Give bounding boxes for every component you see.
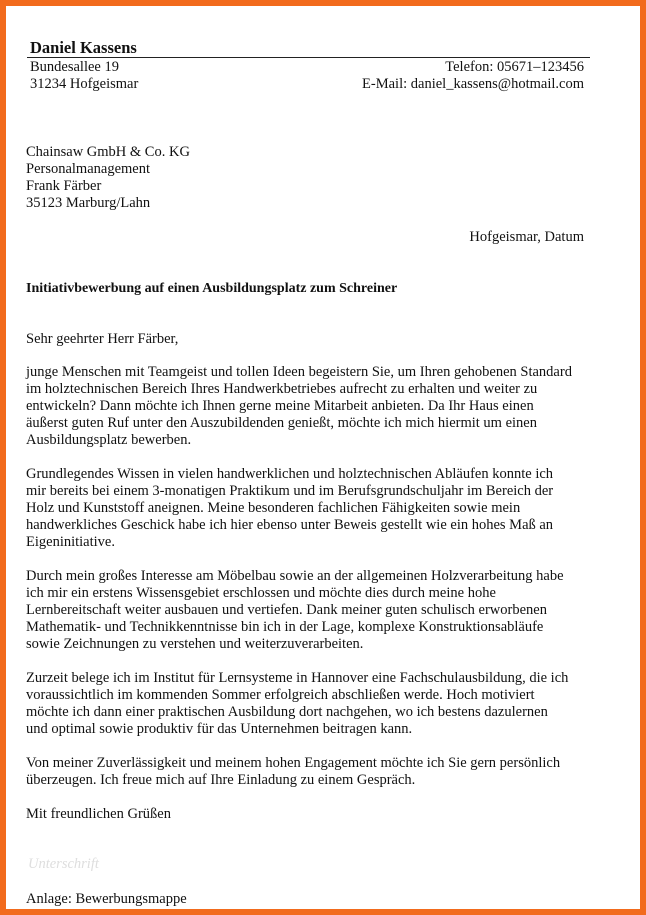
paragraph-line: möchte ich dann einer praktischen Ausbildung dort nachgehen, wo ich bestens dazulernen — [26, 704, 548, 720]
sender-city: 31234 Hofgeismar — [30, 76, 139, 92]
body-paragraph — [26, 755, 601, 789]
letter-date: Hofgeismar, Datum — [469, 229, 584, 245]
paragraph-line: handwerkliches Geschick habe ich hier ebenso unter Beweis gestellt wie ein hohes Maß an — [26, 517, 554, 533]
paragraph-line: Grundlegendes Wissen in vielen handwerklichen und holztechnischen Abläufen konnte ich — [26, 466, 554, 482]
paragraph-line: Eigeninitiative. — [26, 534, 115, 550]
sender-phone: Telefon: 05671–123456 — [445, 59, 584, 75]
enclosure: Anlage: Bewerbungsmappe — [26, 891, 187, 907]
recipient-address — [26, 144, 190, 212]
sender-address — [30, 59, 138, 93]
sender-contact — [362, 59, 584, 93]
sender-name: Daniel Kassens — [30, 38, 137, 57]
paragraph-line: Durch mein großes Interesse am Möbelbau sowie an der allgemeinen Holzverarbeitung habe — [26, 568, 564, 584]
paragraph-line: Lernbereitschaft weiter ausbauen und vertiefen. Dank meiner guten schulisch erworbenen — [26, 602, 547, 618]
paragraph-line: ich mir ein erstens Wissensgebiet erschlossen und möchte dies durch meine hohe — [26, 585, 496, 601]
sender-street: Bundesallee 19 — [30, 59, 119, 75]
paragraph-line: voraussichtlich im kommenden Sommer erfolgreich abschließen werde. Hoch motiviert — [26, 687, 535, 703]
body-paragraph — [26, 466, 601, 551]
recipient-line: Personalmanagement — [26, 161, 151, 177]
body-paragraph — [26, 364, 601, 449]
letter-subject: Initiativbewerbung auf einen Ausbildungsplatz zum Schreiner — [26, 281, 398, 296]
paragraph-line: und optimal sowie produktiv für das Unternehmen beitragen kann. — [26, 721, 413, 737]
sender-email: E-Mail: daniel_kassens@hotmail.com — [362, 76, 584, 92]
recipient-line: 35123 Marburg/Lahn — [26, 195, 151, 211]
paragraph-line: entwickeln? Dann möchte ich Ihnen gerne meine Mitarbeit anbieten. Da Ihr Haus einen — [26, 398, 534, 414]
paragraph-line: Von meiner Zuverlässigkeit und meinem hohen Engagement möchte ich Sie gern persönlich — [26, 755, 561, 771]
header-rule — [27, 57, 590, 58]
paragraph-line: Mathematik- und Technikkenntnisse bin ich in der Lage, komplexe Konstruktionsabläufe — [26, 619, 544, 635]
paragraph-line: Ausbildungsplatz bewerben. — [26, 432, 192, 448]
body-paragraph — [26, 568, 601, 653]
paragraph-line: äußerst guten Ruf unter den Auszubildenden genießt, möchte ich mich hiermit um einen — [26, 415, 537, 431]
salutation: Sehr geehrter Herr Färber, — [26, 331, 179, 347]
paragraph-line: junge Menschen mit Teamgeist und tollen Ideen begeistern Sie, um Ihren gehobenen Standard — [26, 364, 572, 380]
recipient-line: Chainsaw GmbH & Co. KG — [26, 144, 190, 160]
signature-placeholder: Unterschrift — [28, 856, 99, 872]
body-paragraph — [26, 670, 601, 738]
paragraph-line: überzeugen. Ich freue mich auf Ihre Einladung zu einem Gespräch. — [26, 772, 416, 788]
paragraph-line: im holztechnischen Bereich Ihres Handwerkbetriebes aufrecht zu erhalten und weiter zu — [26, 381, 538, 397]
closing: Mit freundlichen Grüßen — [26, 806, 171, 822]
paragraph-line: sowie Zeichnungen zu verstehen und weiterzuverarbeiten. — [26, 636, 364, 652]
recipient-line: Frank Färber — [26, 178, 102, 194]
paragraph-line: mir bereits bei einem 3-monatigen Praktikum und im Berufsgrundschuljahr im Bereich der — [26, 483, 554, 499]
paragraph-line: Holz und Kunststoff aneignen. Meine besonderen fachlichen Fähigkeiten sowie mein — [26, 500, 521, 516]
paragraph-line: Zurzeit belege ich im Institut für Lernsysteme in Hannover eine Fachschulausbildung, die ich — [26, 670, 569, 686]
